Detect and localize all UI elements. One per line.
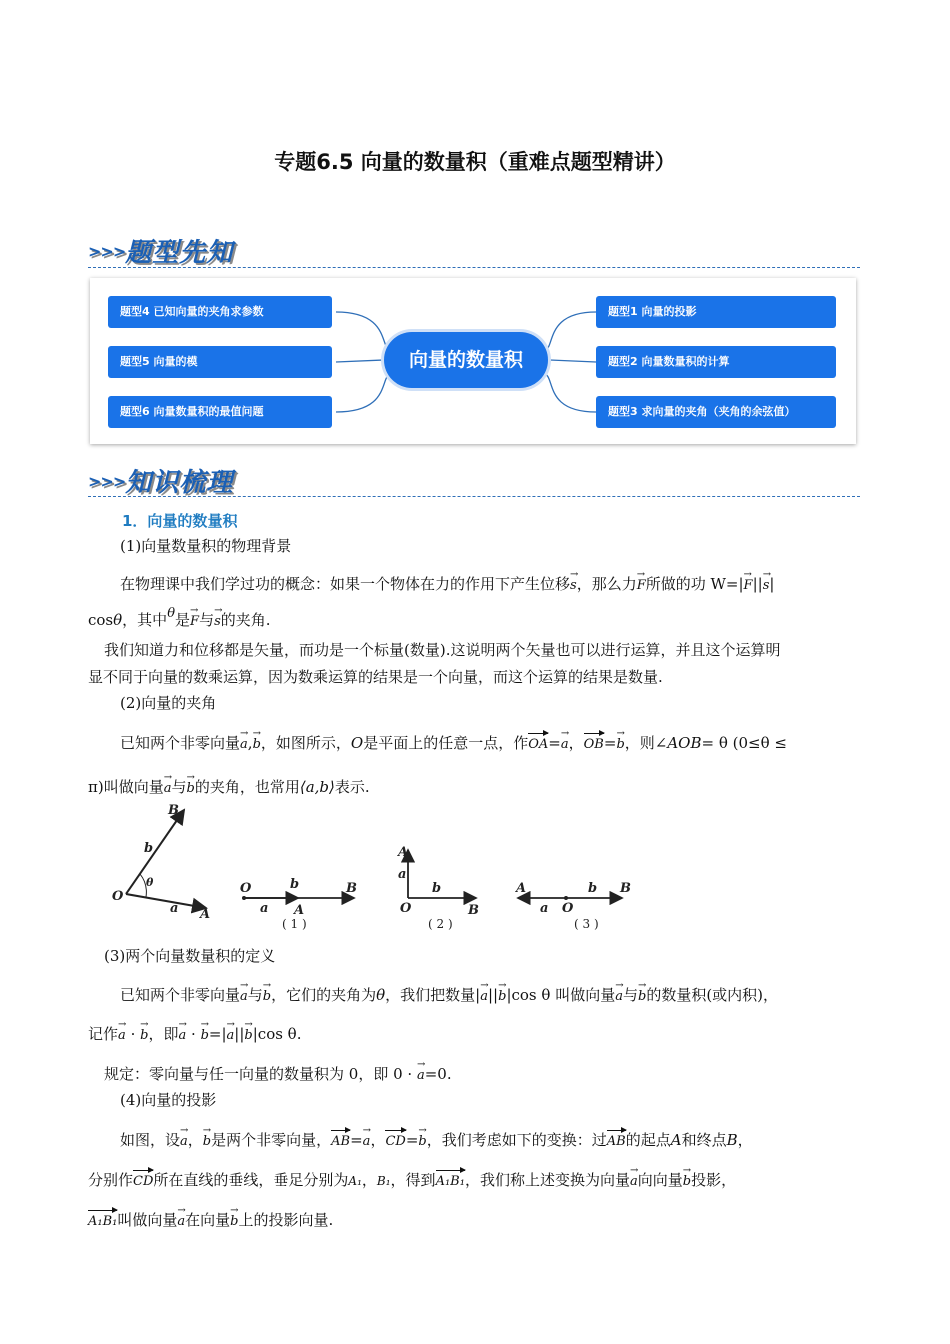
label-b: b bbox=[588, 881, 598, 896]
label-B: B bbox=[468, 903, 479, 918]
divider bbox=[88, 267, 860, 268]
mind-map-node-type4: 题型4 已知向量的夹角求参数 bbox=[108, 296, 332, 328]
figure-caption: ( 2 ) bbox=[428, 917, 453, 931]
label-O: O bbox=[240, 881, 252, 896]
label-B: B bbox=[620, 881, 631, 896]
label-A: A bbox=[200, 907, 211, 922]
label-B: B bbox=[168, 803, 179, 818]
subheading: (3)两个向量数量积的定义 bbox=[104, 947, 276, 965]
banner-arrows-icon: >>> bbox=[88, 472, 126, 491]
label-A: A bbox=[516, 881, 527, 896]
vector-b-line bbox=[126, 810, 184, 894]
label-B: B bbox=[346, 881, 357, 896]
mind-map-node-type2: 题型2 向量数量积的计算 bbox=[596, 346, 836, 378]
label-a: a bbox=[170, 901, 179, 916]
paragraph: 在物理课中我们学过功的概念：如果一个物体在力的作用下产生位移→ s，那么力→ F所做的功 W=|→ F||→ s| bbox=[120, 574, 774, 596]
paragraph: π)叫做向量→ a与→ b的夹角，也常用⟨a,b⟩表示. bbox=[88, 777, 370, 799]
divider bbox=[88, 496, 860, 497]
paragraph: 如图，设→ a，→ b是两个非零向量，AB=→ a，CD=→ b，我们考虑如下的变换：过AB的起点A和终点B， bbox=[120, 1130, 753, 1152]
paragraph: 规定：零向量与任一向量的数量积为 0，即 0 · → a=0. bbox=[104, 1064, 452, 1086]
paragraph: 已知两个非零向量→ a,→ b，如图所示，O是平面上的任意一点，作OA=→ a，OB=→ b，则∠AOB= θ (0≤θ ≤ bbox=[120, 733, 787, 755]
subheading: (2)向量的夹角 bbox=[120, 694, 217, 712]
figure-caption: ( 3 ) bbox=[574, 917, 599, 931]
mind-map-node-type6: 题型6 向量数量积的最值问题 bbox=[108, 396, 332, 428]
section-heading: 1．向量的数量积 bbox=[122, 512, 238, 530]
label-a: a bbox=[398, 867, 407, 882]
mind-map bbox=[90, 278, 856, 444]
label-b: b bbox=[290, 877, 300, 892]
paragraph: 我们知道力和位移都是矢量，而功是一个标量(数量).这说明两个矢量也可以进行运算，并且这个运算明 bbox=[104, 641, 781, 659]
mind-map-node-type3: 题型3 求向量的夹角（夹角的余弦值） bbox=[596, 396, 836, 428]
section-banner-knowledge bbox=[88, 462, 233, 499]
banner-arrows-icon: >>> bbox=[88, 242, 126, 261]
label-O: O bbox=[112, 889, 124, 904]
label-theta: θ bbox=[146, 876, 154, 889]
vector-angle-figures bbox=[110, 800, 650, 940]
paragraph: A₁B₁叫做向量→ a在向量→ b上的投影向量. bbox=[88, 1210, 333, 1232]
label-b: b bbox=[432, 881, 442, 896]
paragraph: 显不同于向量的数乘运算，因为数乘运算的结果是一个向量，而这个运算的结果是数量. bbox=[88, 668, 663, 686]
banner-label: 知识梳理 bbox=[125, 468, 234, 498]
mind-map-node-type1: 题型1 向量的投影 bbox=[596, 296, 836, 328]
section-banner-preview bbox=[88, 232, 233, 269]
mind-map-center: 向量的数量积 bbox=[384, 332, 548, 388]
label-b: b bbox=[144, 841, 154, 856]
figure-caption: ( 1 ) bbox=[282, 917, 307, 931]
mind-map-node-type5: 题型5 向量的模 bbox=[108, 346, 332, 378]
paragraph: 记作→ a · → b，即→ a · → b=|→ a||→ b|cos θ. bbox=[88, 1024, 301, 1046]
page-title: 专题6.5 向量的数量积（重难点题型精讲） bbox=[274, 150, 676, 174]
paragraph: cosθ，其中θ是→ F与→ s的夹角. bbox=[88, 610, 271, 632]
label-a: a bbox=[260, 901, 269, 916]
banner-label: 题型先知 bbox=[125, 238, 234, 268]
subheading: (1)向量数量积的物理背景 bbox=[120, 537, 292, 555]
paragraph: 分别作CD所在直线的垂线，垂足分别为A₁，B₁，得到A₁B₁，我们称上述变换为向量→ a向向量→ b投影， bbox=[88, 1170, 736, 1192]
label-O: O bbox=[562, 901, 574, 916]
label-O: O bbox=[400, 901, 412, 916]
vector-a-line bbox=[126, 894, 206, 908]
paragraph: 已知两个非零向量→ a与→ b，它们的夹角为θ，我们把数量|→ a||→ b|cos θ 叫做向量→ a与→ b的数量积(或内积)， bbox=[120, 985, 778, 1007]
label-a: a bbox=[540, 901, 549, 916]
subheading: (4)向量的投影 bbox=[120, 1091, 217, 1109]
label-A: A bbox=[294, 903, 305, 918]
label-A: A bbox=[398, 845, 409, 860]
